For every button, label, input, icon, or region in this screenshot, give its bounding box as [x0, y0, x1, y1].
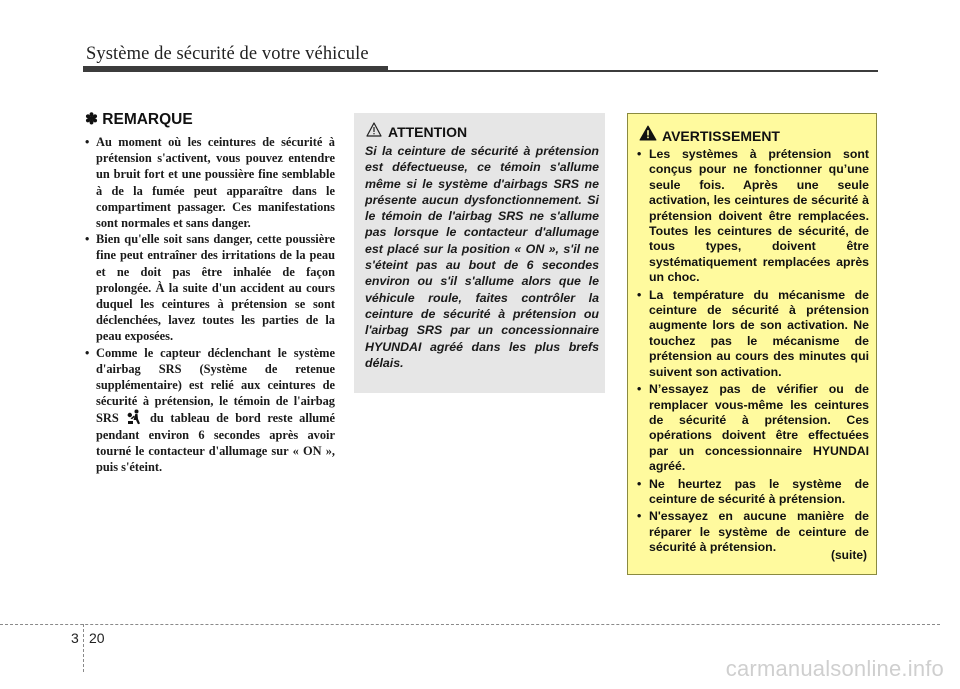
remarque-item: • Bien qu'elle soit sans danger, cette poussière fine peut entraîner des irritations de la peau et ne doit pas être inhalée de façon prolongée. À la suite d'un accident au cours duquel les ceintures à prétension se sont déclenchées, lavez toutes les parties de la peau exposées.: [85, 231, 335, 344]
warning-triangle-outline-icon: [366, 122, 382, 142]
header-rule: [388, 70, 878, 72]
avertissement-title-row: [639, 125, 780, 146]
chapter-number: 3: [71, 630, 79, 646]
page-number: 20: [89, 630, 105, 646]
attention-title: ATTENTION: [388, 124, 468, 140]
attention-box: [354, 113, 605, 393]
avertissement-list: [637, 147, 869, 558]
remarque-item: [85, 345, 335, 476]
warning-triangle-filled-icon: [639, 125, 657, 146]
avertissement-item: • N’essayez pas de vérifier ou de remplacer vous-même les ceintures de sécurité à prétension. Ces opérations doivent être effectuées par un concessionnaire HYUNDAI agréé.: [637, 382, 869, 474]
remarque-item-text: Comme le capteur déclenchant le système d'airbag SRS (Système de retenue supplémentaire) est relié aux ceintures de sécurité à prétension, le témoin de l'airbag SRS: [96, 345, 335, 426]
remarque-title: ✽ REMARQUE: [85, 111, 193, 128]
avertissement-title: AVERTISSEMENT: [662, 127, 780, 144]
avertissement-item: • Ne heurtez pas le système de ceinture de sécurité à prétension.: [637, 477, 869, 508]
watermark: carmanualsonline.info: [725, 656, 944, 681]
remarque-list: [85, 134, 335, 475]
attention-title-row: [366, 122, 467, 142]
remarque-item: • Au moment où les ceintures de sécurité à prétension s'activent, vous pouvez entendre un bruit fort et une poussière fine semblable à de la fumée peut apparaître dans le compartiment passager. Ces manifestations sont normales et sans danger.: [85, 134, 335, 231]
avertissement-item: • Les systèmes à prétension sont conçus pour ne fonctionner qu’une seule fois. Après une seule activation, les ceintures de sécurité à prétension doivent être remplacées. Toutes les ceintures de sécurité, de tous types, doivent être systématiquement remplacées après un choc.: [637, 147, 869, 286]
attention-text: Si la ceinture de sécurité à prétension est défectueuse, ce témoin s'allume même si le système d'airbags SRS ne présente aucun dysfonctionnement. Si le témoin de l'airbag SRS ne s'allume pas lorsque le contacteur d'allumage est placé sur la position « ON », s'il ne s'éteint pas au bout de 6 secondes environ ou s'il s'allume alors que le véhicule roule, faites contrôler la ceinture de sécurité à prétension ou l'airbag SRS par un concessionnaire HYUNDAI agréé dans les plus brefs délais.: [365, 144, 599, 370]
header-bar: [83, 66, 388, 72]
footer-rule: [0, 624, 940, 625]
footer-divider: [83, 624, 84, 672]
avertissement-box: [627, 113, 877, 575]
airbag-warning-icon: [127, 409, 141, 425]
page-header-title: Système de sécurité de votre véhicule: [86, 44, 369, 64]
remarque-section: [85, 110, 335, 475]
avertissement-item: • N'essayez en aucune manière de réparer le système de ceinture de sécurité à prétension.: [637, 509, 869, 555]
remarque-item-text: du tableau de bord reste allumé pendant environ 6 secondes après avoir tourné le contacteur d'allumage sur « ON », puis s'éteint.: [96, 411, 335, 475]
avertissement-item: • La température du mécanisme de ceinture de sécurité à prétension augmente lors de son activation. Ne touchez pas le mécanisme de prétension au cours des minutes qui suivent son activation.: [637, 288, 869, 380]
continued-label: (suite): [831, 548, 867, 562]
